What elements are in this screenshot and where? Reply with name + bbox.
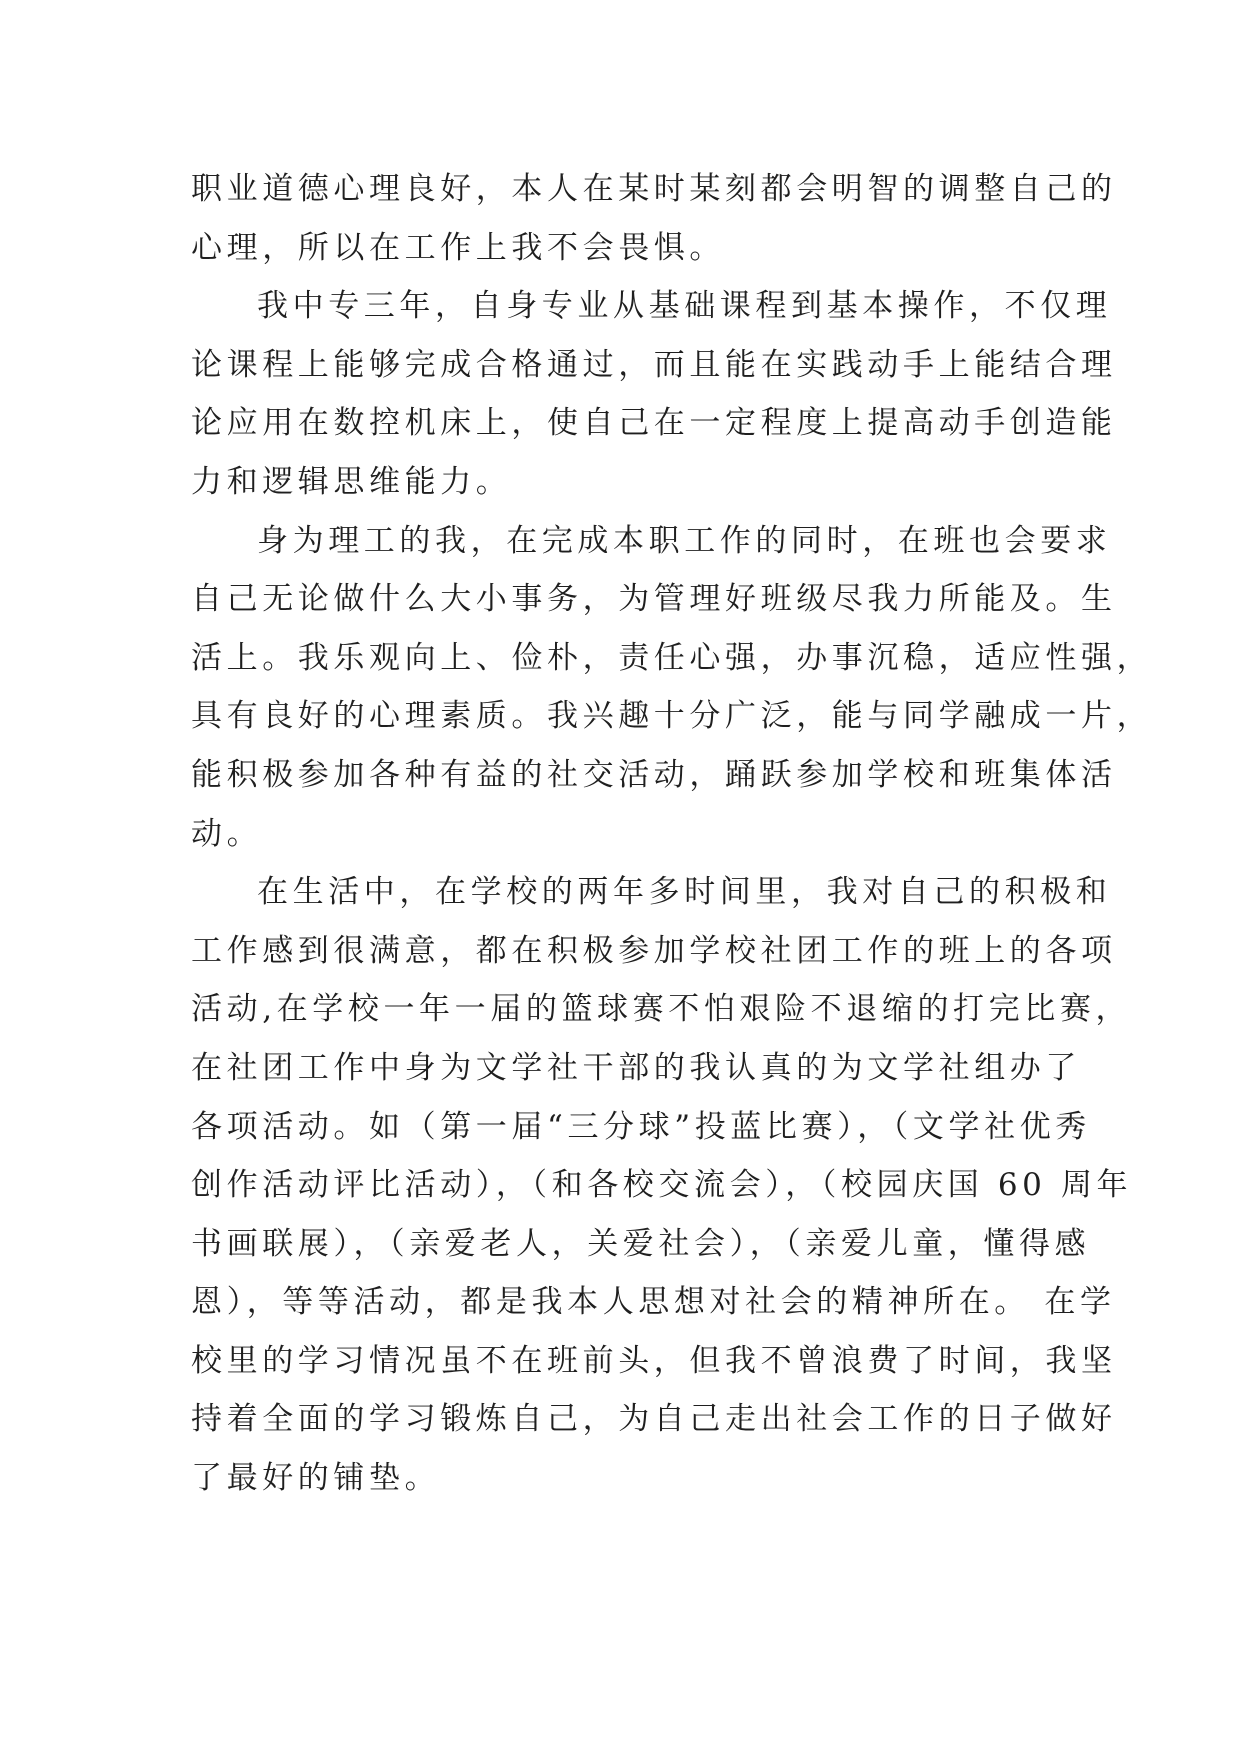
text-line: 各项活动。如（第一届“三分球”投蓝比赛），（文学社优秀 [191, 1108, 1091, 1145]
text-line: 活动,在学校一年一届的篮球赛不怕艰险不退缩的打完比赛， [191, 991, 1132, 1028]
text-line: 职业道德心理良好，本人在某时某刻都会明智的调整自己的 [191, 171, 1117, 207]
text-line: 心理，所以在工作上我不会畏惧。 [191, 229, 725, 266]
text-line: 书画联展），（亲爱老人，关爱社会），（亲爱儿童，懂得感 [191, 1225, 1091, 1262]
text-line: 论课程上能够完成合格通过，而且能在实践动手上能结合理 [191, 346, 1117, 383]
body-text [191, 160, 1153, 1508]
text-line: 恩），等等活动，都是我本人思想对社会的精神所在。 在学 [191, 1284, 1116, 1321]
text-line: 论应用在数控机床上，使自己在一定程度上提高动手创造能 [191, 405, 1117, 442]
text-line: 具有良好的心理素质。我兴趣十分广泛，能与同学融成一片， [191, 698, 1153, 735]
text-line: 在社团工作中身为文学社干部的我认真的为文学社组办了 [191, 1049, 1081, 1086]
text-line: 力和逻辑思维能力。 [191, 463, 512, 500]
text-line: 工作感到很满意，都在积极参加学校社团工作的班上的各项 [191, 932, 1117, 969]
text-line: 能积极参加各种有益的社交活动，踊跃参加学校和班集体活 [191, 756, 1117, 793]
text-line: 身为理工的我，在完成本职工作的同时，在班也会要求 [257, 522, 1112, 559]
text-line: 活上。我乐观向上、俭朴，责任心强，办事沉稳，适应性强， [191, 639, 1153, 676]
text-line: 在生活中，在学校的两年多时间里，我对自己的积极和 [257, 874, 1112, 911]
text-line: 校里的学习情况虽不在班前头，但我不曾浪费了时间，我坚 [191, 1342, 1117, 1379]
text-line: 动。 [191, 815, 263, 852]
text-line: 创作活动评比活动），（和各校交流会），（校园庆国 60 周年 [191, 1167, 1133, 1204]
text-line: 自己无论做什么大小事务，为管理好班级尽我力所能及。生 [191, 581, 1117, 618]
text-line: 持着全面的学习锻炼自己，为自己走出社会工作的日子做好 [191, 1401, 1117, 1438]
text-line: 了最好的铺垫。 [191, 1460, 441, 1497]
text-line: 我中专三年，自身专业从基础课程到基本操作，不仅理 [257, 288, 1112, 325]
